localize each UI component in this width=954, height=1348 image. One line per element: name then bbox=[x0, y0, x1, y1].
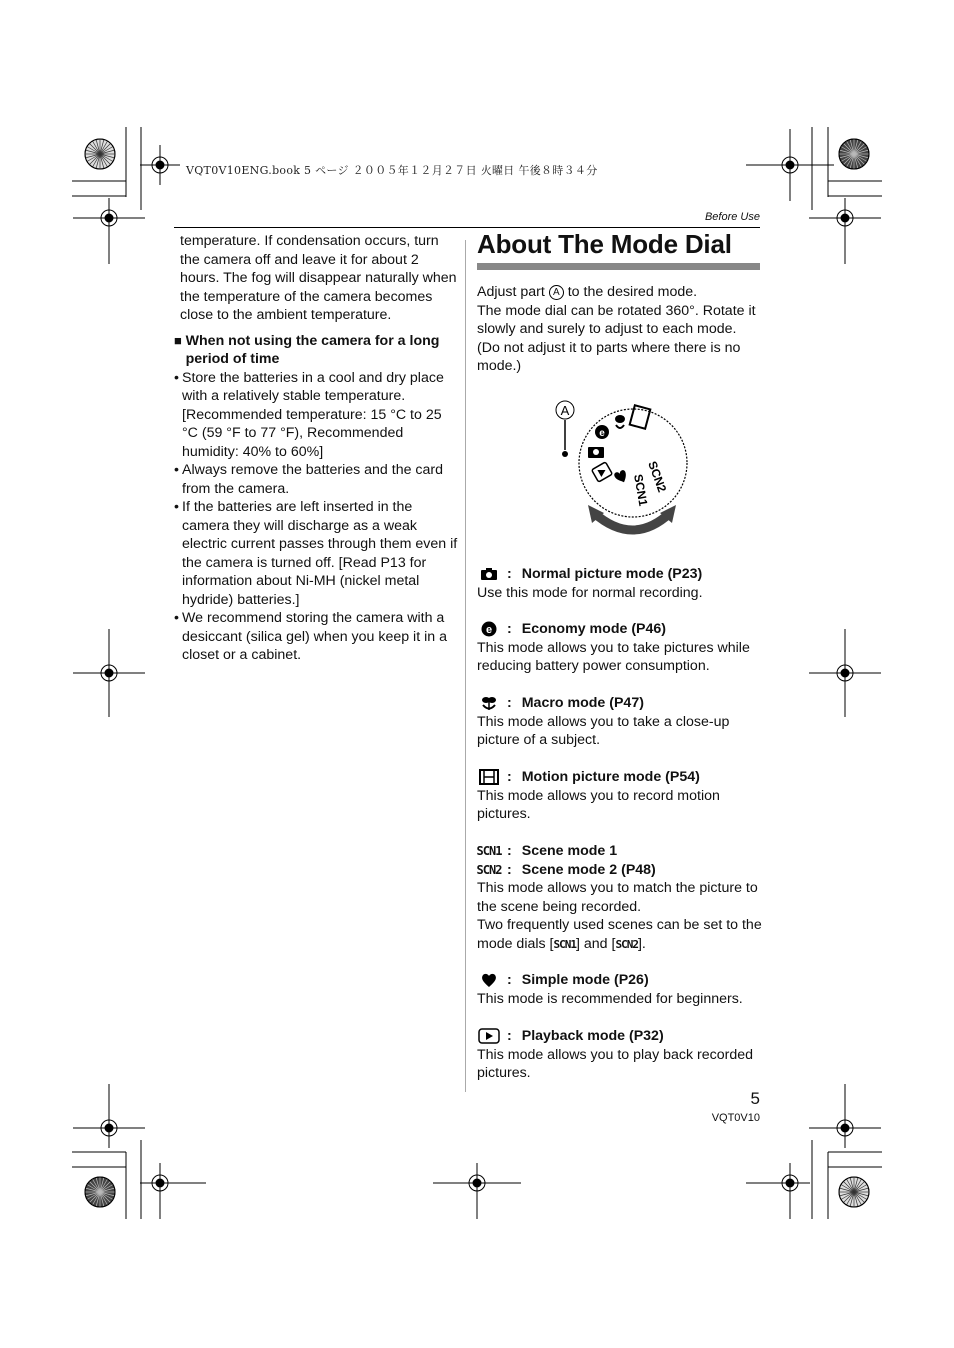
page-title: About The Mode Dial bbox=[477, 229, 732, 259]
mode-dial-intro bbox=[477, 283, 762, 376]
svg-text:e: e bbox=[485, 624, 493, 637]
mode-heading: Playback mode (P32) bbox=[521, 1028, 664, 1044]
dial-indicator-dot bbox=[562, 451, 568, 457]
mode-dial-illustration bbox=[548, 395, 698, 545]
heart-icon bbox=[477, 972, 501, 988]
mode-entry-scene bbox=[477, 842, 767, 954]
colon: : bbox=[507, 861, 512, 878]
mode-body: Two frequently used scenes can be set to the mode dials [SCN1] and [SCN2]. bbox=[477, 917, 762, 952]
mode-entry-motion bbox=[477, 768, 767, 824]
mode-heading: Simple mode (P26) bbox=[521, 972, 649, 988]
economy-icon bbox=[477, 621, 501, 637]
mode-body: This mode allows you to record motion pictures. bbox=[477, 787, 720, 822]
list-item: • If the batteries are left inserted in the camera they will discharge as a weak electric current passes through them even if the camera is turned off. [Read P13 for information about Ni-MH (nickel metal hydride) batteries.] bbox=[174, 498, 458, 609]
mode-heading: Scene mode 2 (P48) bbox=[521, 861, 656, 878]
macro-flower-icon bbox=[477, 695, 501, 711]
mode-body: This mode allows you to match the picture to the scene being recorded. bbox=[477, 880, 758, 915]
scn2-dial-label: SCN2 bbox=[645, 459, 670, 495]
scn2-icon: SCN2 bbox=[476, 862, 502, 877]
print-header: VQT0V10ENG.book 5 ページ ２００５年１２月２７日 火曜日 午後８時３４分 bbox=[186, 164, 598, 177]
colon: : bbox=[507, 769, 512, 785]
mode-body: This mode allows you to take a close-up picture of a subject. bbox=[477, 713, 730, 748]
mode-entry-macro bbox=[477, 694, 767, 750]
callout-a-label: A bbox=[560, 403, 570, 418]
colon: : bbox=[507, 621, 512, 637]
colon: : bbox=[507, 972, 512, 988]
mode-entry-normal bbox=[477, 565, 767, 602]
header-rule bbox=[174, 227, 760, 228]
page-number: 5 bbox=[750, 1089, 760, 1108]
title-underline bbox=[477, 263, 760, 270]
list-item: • We recommend storing the camera with a desiccant (silica gel) when you keep it in a closet or a cabinet. bbox=[174, 609, 458, 665]
scn1-icon: SCN1 bbox=[476, 844, 502, 858]
colon: : bbox=[507, 843, 512, 859]
colon: : bbox=[507, 695, 512, 711]
svg-text:e: e bbox=[599, 428, 605, 439]
mode-entry-playback bbox=[477, 1027, 767, 1083]
colon: : bbox=[507, 566, 512, 582]
mode-body: This mode allows you to play back recorded pictures. bbox=[477, 1046, 754, 1081]
film-icon bbox=[477, 769, 501, 785]
scn1-dial-label: SCN1 bbox=[631, 473, 651, 508]
mode-body: This mode is recommended for beginners. bbox=[477, 990, 743, 1007]
list-item: • Always remove the batteries and the card from the camera. bbox=[174, 461, 458, 498]
intro-text: Adjust part bbox=[477, 284, 545, 300]
mode-heading: Scene mode 1 bbox=[521, 843, 618, 859]
mode-entry-simple bbox=[477, 971, 767, 1008]
colon: : bbox=[507, 1028, 512, 1044]
intro-rest: The mode dial can be rotated 360°. Rotate it slowly and surely to adjust to each mode. (Do not adjust it to parts where there is no mode.) bbox=[477, 302, 756, 374]
mode-body: This mode allows you to take pictures while reducing battery power consumption. bbox=[477, 639, 750, 674]
mode-heading: Normal picture mode (P23) bbox=[521, 566, 703, 582]
mode-heading: Motion picture mode (P54) bbox=[521, 769, 700, 785]
mode-entry-economy bbox=[477, 620, 767, 676]
column-divider bbox=[465, 240, 466, 1092]
intro-text: to the desired mode. bbox=[567, 284, 698, 300]
part-a-marker: A bbox=[549, 285, 564, 300]
document-code: VQT0V10 bbox=[711, 1112, 760, 1124]
left-column bbox=[174, 232, 458, 665]
list-item: • Store the batteries in a cool and dry place with a relatively stable temperature. [Recommended temperature: 15 °C to 25 °C (59 °F to 77 °F), Recommended humidity: 40% to 60%] bbox=[174, 369, 458, 462]
condensation-paragraph: temperature. If condensation occurs, turn the camera off and leave it for about 2 hours. The fog will disappear naturally when the temperature of the camera becomes close to the ambient temperature. bbox=[180, 233, 457, 323]
camera-icon bbox=[477, 566, 501, 582]
playback-icon bbox=[477, 1028, 501, 1044]
scn2-inline-icon: SCN2 bbox=[615, 937, 638, 951]
mode-heading: Macro mode (P47) bbox=[521, 695, 644, 711]
scn1-inline-icon: SCN1 bbox=[553, 937, 576, 951]
section-label: Before Use bbox=[704, 211, 760, 223]
square-bullet-icon: ■ bbox=[174, 332, 182, 348]
storage-subheading bbox=[174, 332, 458, 369]
mode-body: Use this mode for normal recording. bbox=[477, 584, 703, 601]
storage-subheading-text: When not using the camera for a long period of time bbox=[185, 332, 440, 367]
mode-heading: Economy mode (P46) bbox=[521, 621, 667, 637]
